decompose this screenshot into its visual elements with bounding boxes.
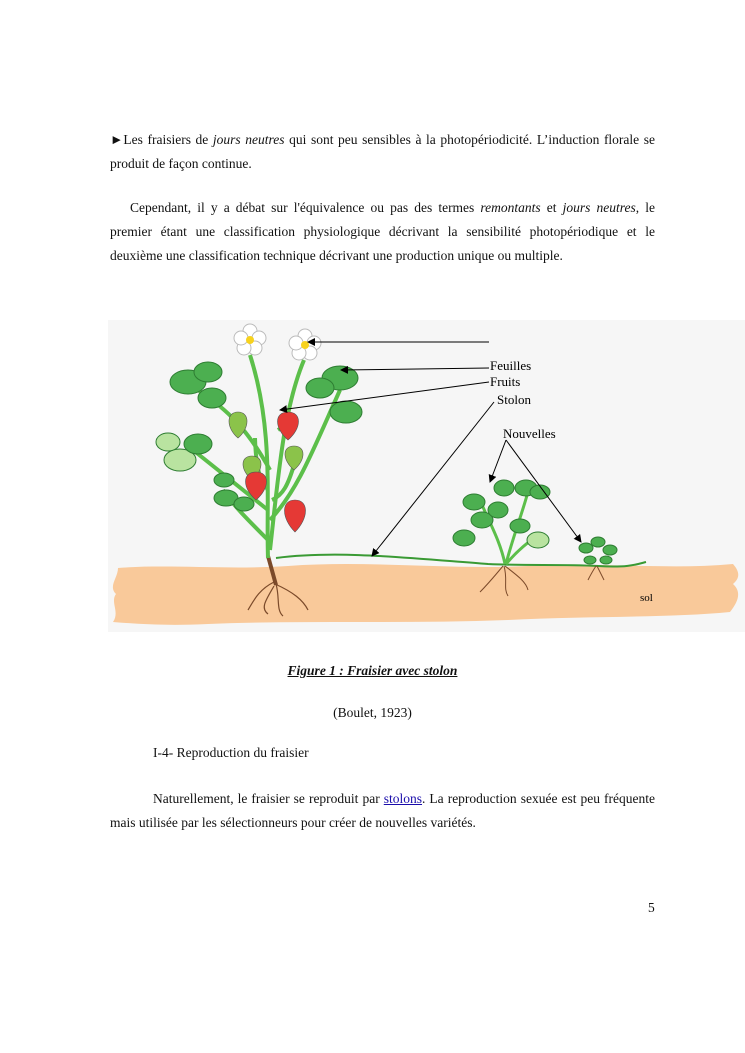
paragraph-debat xyxy=(110,196,655,268)
section-heading: I-4- Reproduction du fraisier xyxy=(153,745,309,760)
text-segment: Naturellement, le fraisier se reproduit par xyxy=(153,791,384,806)
text-segment: qui sont peu sensibles à la photopériodicité. L’induction florale se produit de façon continue. xyxy=(110,132,656,171)
text-segment: , le premier étant une classification physiologique décrivant la sensibilité photopériodique et le deuxième une classification technique décrivant une production unique ou multiple. xyxy=(110,200,655,263)
label-nouvelles: Nouvelles xyxy=(503,426,556,441)
text-segment: . La reproduction sexuée est peu fréquente mais utilisée par les sélectionneurs pour créer de nouvelles variétés. xyxy=(110,791,656,830)
text-segment: Cependant, il y a débat sur l'équivalence ou pas des termes xyxy=(130,200,481,215)
figure-citation: (Boulet, 1923) xyxy=(333,705,412,720)
soil-label: sol xyxy=(640,592,653,604)
page-number: 5 xyxy=(648,900,655,915)
text-segment: Les fraisiers de xyxy=(123,132,213,147)
label-stolon: Stolon xyxy=(497,392,531,407)
paragraph-jours-neutres xyxy=(110,128,655,176)
bullet-marker: ► xyxy=(110,132,124,147)
strawberry-plant-figure xyxy=(108,320,745,632)
italic-term: jours neutres xyxy=(212,132,285,147)
label-feuilles: Feuilles xyxy=(490,358,532,373)
paragraph-reproduction xyxy=(110,787,655,835)
stolons-link[interactable]: stolons xyxy=(383,791,423,806)
text-segment: et xyxy=(540,200,563,215)
italic-term: jours neutres xyxy=(562,200,636,215)
figure-caption: Figure 1 : Fraisier avec stolon xyxy=(287,663,458,678)
italic-term: remontants xyxy=(480,200,541,215)
label-fruits: Fruits xyxy=(490,374,521,389)
